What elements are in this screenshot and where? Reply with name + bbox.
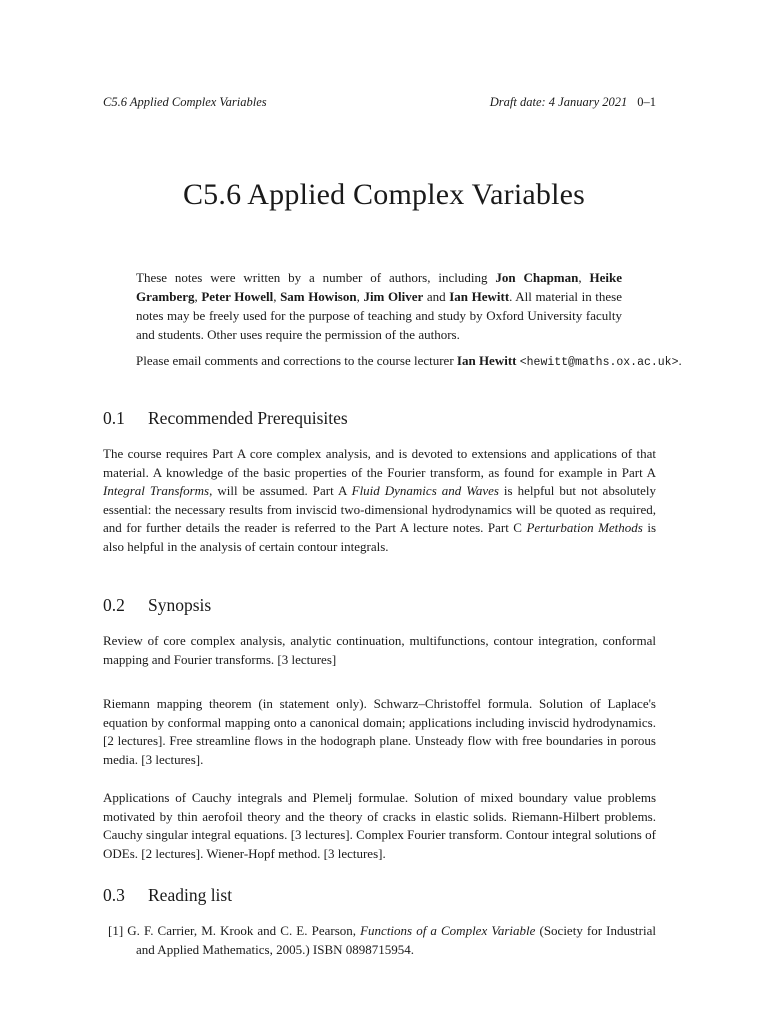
reference-authors: G. F. Carrier, M. Krook and C. E. Pearson, (123, 923, 361, 938)
separator: , (356, 289, 364, 304)
para-text: , will be assumed. Part A (209, 483, 352, 498)
email-link[interactable]: <hewitt@maths.ox.ac.uk> (519, 356, 679, 369)
document-title: C5.6 Applied Complex Variables (182, 178, 586, 211)
section-number: 0.2 (103, 595, 125, 615)
section-heading-prerequisites (103, 408, 348, 429)
reference-details: (Society for Industrial and Applied Mathematics, 2005.) ISBN 0898715954. (136, 923, 656, 957)
separator: , (273, 289, 281, 304)
synopsis-paragraph-2: Riemann mapping theorem (in statement only). Schwarz–Christoffel formula. Solution of Laplace's equation by conformal mapping onto a canonical domain; applications including inviscid hydrodynamics. [2 lectures]. Free streamline flows in the hodograph plane. Unsteady flow with free boundaries in porous media. [3 lectures]. (103, 696, 656, 767)
running-header (103, 95, 656, 110)
contact-text: . (678, 353, 682, 368)
reference-item (108, 922, 656, 959)
separator: , (578, 270, 590, 285)
header-draft-date: Draft date: 4 January 2021 (489, 95, 628, 109)
section-number: 0.1 (103, 408, 125, 428)
contact-text: Please email comments and corrections to the course lecturer (136, 353, 457, 368)
abstract-text: These notes were written by a number of authors, including (136, 270, 496, 285)
abstract-contact-paragraph (136, 351, 682, 372)
section-title: Recommended Prerequisites (148, 408, 348, 428)
author-name: Jon Chapman (495, 270, 579, 285)
course-name: Integral Transforms (103, 483, 210, 498)
author-name: Jim Oliver (363, 289, 424, 304)
section-title: Reading list (148, 885, 233, 905)
para-text: is also helpful in the analysis of certain contour integrals. (103, 520, 657, 554)
course-name: Perturbation Methods (526, 520, 643, 535)
prerequisites-paragraph (103, 445, 656, 556)
abstract-text: . All material in these notes may be freely used for the purpose of teaching and study by Oxford University faculty and students. Other uses require the permission of the authors. (136, 289, 622, 342)
reference-title: Functions of a Complex Variable (360, 923, 536, 938)
abstract-authors-paragraph (136, 268, 622, 344)
author-name: Ian Hewitt (449, 289, 510, 304)
reference-label: [1] (108, 923, 124, 938)
abstract (136, 268, 682, 379)
section-title: Synopsis (148, 595, 212, 615)
separator: and (423, 289, 450, 304)
course-name: Fluid Dynamics and Waves (351, 483, 499, 498)
author-name: Heike Gramberg (136, 270, 623, 304)
section-heading-synopsis (103, 595, 211, 616)
para-text: The course requires Part A core complex analysis, and is devoted to extensions and applications of that material. A knowledge of the basic properties of the Fourier transform, as found for example in Part A (103, 446, 656, 480)
page-number: 0–1 (637, 95, 656, 109)
section-number: 0.3 (103, 885, 125, 905)
separator: , (194, 289, 202, 304)
author-name: Sam Howison (280, 289, 357, 304)
section-heading-reading-list (103, 885, 232, 906)
author-name: Peter Howell (201, 289, 274, 304)
lecturer-name: Ian Hewitt (456, 353, 517, 368)
synopsis-paragraph-3: Applications of Cauchy integrals and Plemelj formulae. Solution of mixed boundary value problems motivated by thin aerofoil theory and the theory of cracks in elastic solids. Riemann-Hilbert problems. Cauchy singular integral equations. [3 lectures]. Complex Fourier transform. Contour integral solutions of ODEs. [2 lectures]. Wiener-Hopf method. [3 lectures]. (103, 790, 656, 861)
header-course: C5.6 Applied Complex Variables (103, 95, 267, 109)
para-text: is helpful but not absolutely essential: the necessary results from inviscid two-dimensional hydrodynamics will be quoted as required, and for further details the reader is referred to the Part A lecture notes. Part C (103, 483, 656, 535)
synopsis-paragraph-1: Review of core complex analysis, analytic continuation, multifunctions, contour integration, conformal mapping and Fourier transforms. [3 lectures] (103, 633, 656, 667)
header-right (490, 95, 656, 110)
